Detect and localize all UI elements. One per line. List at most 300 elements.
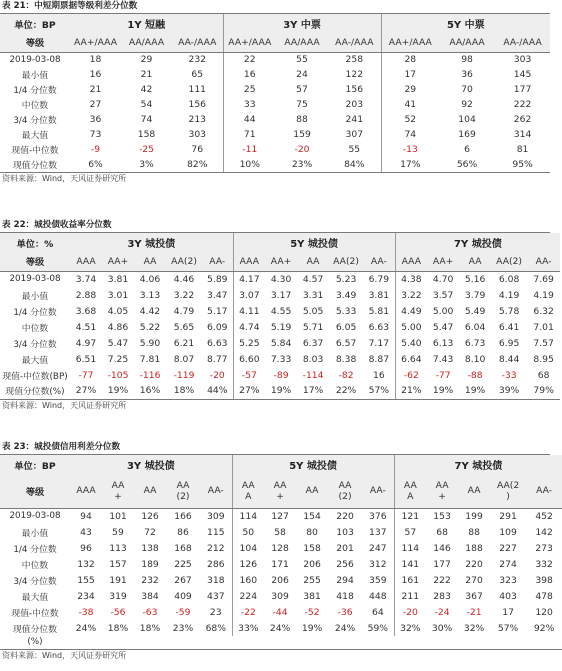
column-header-line: A xyxy=(407,490,414,502)
table-cell: 19% xyxy=(427,383,459,399)
table-cell: 309 xyxy=(271,590,289,602)
table-cell: 18% xyxy=(166,383,202,399)
table-cell: -62 xyxy=(395,367,427,383)
column-header-line: (2) xyxy=(176,490,190,502)
table-cell: 4.49 xyxy=(395,303,427,319)
table-cell: 177 xyxy=(513,84,532,95)
row-label: 1/4 分位数 xyxy=(13,307,57,318)
column-header xyxy=(362,474,394,508)
table-cell: 21 xyxy=(89,84,102,95)
table-cell: 213 xyxy=(188,114,207,125)
column-header: AA(2) xyxy=(491,252,527,271)
row-label: 2019-03-08 xyxy=(9,511,61,522)
table-cell: 57 xyxy=(296,84,308,95)
table-cell: 36 xyxy=(89,114,102,125)
table-cell: 159 xyxy=(293,129,311,140)
table-cell: 4.86 xyxy=(107,321,129,333)
table-cell: 274 xyxy=(499,558,517,570)
table-cell: 126 xyxy=(141,510,159,522)
table-cell: 5.47 xyxy=(107,337,129,349)
table-cell: 3.57 xyxy=(432,289,454,301)
table-cell: 88 xyxy=(468,526,480,538)
table-cell: -38 xyxy=(78,606,94,618)
table-cell: 141 xyxy=(394,556,426,572)
group-header: 3Y 城投债 xyxy=(127,239,176,250)
table-cell: 50 xyxy=(232,524,264,540)
table-cell: 137 xyxy=(369,526,387,538)
table-cell: 127 xyxy=(271,510,289,522)
table-cell: 206 xyxy=(303,558,321,570)
column-header xyxy=(458,474,490,508)
table-cell: 332 xyxy=(535,558,553,570)
table-cell: 286 xyxy=(207,558,225,570)
column-header-line: AA xyxy=(403,479,417,491)
table-cell: 79% xyxy=(527,383,560,399)
column-header xyxy=(102,474,134,508)
table-cell: 478 xyxy=(535,590,553,602)
table-cell: -33 xyxy=(501,369,517,381)
table-row xyxy=(0,303,560,319)
table-cell: 4.57 xyxy=(302,273,324,285)
row-label: 中位数 xyxy=(21,560,49,571)
table-cell: 384 xyxy=(141,590,159,602)
column-header-line: AA xyxy=(273,479,287,491)
table-cell: 16% xyxy=(134,383,166,399)
table-cell: 28 xyxy=(381,52,439,67)
table-cell: 5.81 xyxy=(368,305,390,317)
table-cell: 5.47 xyxy=(432,321,454,333)
table-cell: 307 xyxy=(345,129,364,140)
table-cell: 98 xyxy=(461,54,473,66)
table-cell: 44% xyxy=(202,383,233,399)
table-row xyxy=(0,556,562,572)
table-cell: 189 xyxy=(141,558,159,570)
table-cell: 155 xyxy=(77,574,95,586)
table-cell: 303 xyxy=(513,54,532,66)
table-cell: 122 xyxy=(345,69,364,80)
table-cell: 177 xyxy=(433,558,451,570)
table-cell: 5.71 xyxy=(302,321,324,333)
table-cell: 6.41 xyxy=(498,321,520,333)
table-cell: 114 xyxy=(232,508,264,524)
table-cell: 80 xyxy=(306,526,318,538)
table-cell: 6.04 xyxy=(464,321,486,333)
table-cell: 5.65 xyxy=(173,321,195,333)
table-cell: 222 xyxy=(433,574,451,586)
column-header-line: AA xyxy=(176,479,190,491)
column-header: AA+ xyxy=(102,252,134,271)
row-label: 1/4 分位数 xyxy=(13,544,57,555)
table-cell: 18 xyxy=(89,54,102,66)
table-cell: 256 xyxy=(336,558,354,570)
table-cell: 381 xyxy=(303,590,321,602)
table-cell: 4.51 xyxy=(75,321,97,333)
table-cell: 3.22 xyxy=(173,289,195,301)
table-cell: 24% xyxy=(334,622,356,634)
table-cell: -116 xyxy=(139,369,161,381)
table-cell: -36 xyxy=(337,606,353,618)
table-cell: 206 xyxy=(271,574,289,586)
table-23-source: 资料来源：Wind，天风证券研究所 xyxy=(2,650,127,660)
column-header: AA-/AAA xyxy=(328,33,381,52)
column-header-line: AA xyxy=(111,479,125,491)
table-cell: 6 xyxy=(464,144,470,155)
blank-cell xyxy=(70,636,562,649)
table-cell: 156 xyxy=(188,99,207,110)
table-cell: 68 xyxy=(436,526,448,538)
table-row xyxy=(0,67,550,82)
column-header-line: AA xyxy=(241,479,255,491)
table-cell: 4.11 xyxy=(233,303,265,319)
row-label: 现值-中位数 xyxy=(11,608,59,619)
group-header: 3Y 中票 xyxy=(223,14,381,33)
table-row xyxy=(0,508,562,524)
column-header xyxy=(232,474,264,508)
grade-label: 等级 xyxy=(0,33,70,52)
table-cell: 7.43 xyxy=(432,353,454,365)
column-header: AA-/AAA xyxy=(495,33,550,52)
table-cell: 169 xyxy=(458,129,476,140)
table-cell: 6.08 xyxy=(498,273,520,285)
table-cell: 17 xyxy=(381,67,439,82)
table-cell: 7.33 xyxy=(270,353,292,365)
table-cell: 270 xyxy=(465,574,483,586)
table-cell: 4.38 xyxy=(395,271,427,287)
column-header: AA-/AAA xyxy=(172,33,223,52)
row-label: 现值分位数(%) xyxy=(0,383,70,399)
column-header xyxy=(70,474,102,508)
table-cell: 64 xyxy=(371,606,384,618)
table-cell: -20 xyxy=(294,144,310,155)
table-row xyxy=(0,588,562,604)
table-cell: 203 xyxy=(345,99,364,110)
table-cell: 142 xyxy=(535,526,553,538)
column-header xyxy=(426,474,458,508)
table-row xyxy=(0,524,562,540)
table-cell: 24% xyxy=(75,622,97,634)
table-cell: 115 xyxy=(207,526,225,538)
table-cell: -89 xyxy=(273,369,289,381)
table-cell: 92 xyxy=(461,99,473,110)
row-label: 现值分位数 xyxy=(13,624,57,635)
table-cell: 19% xyxy=(459,383,491,399)
table-cell: 6.09 xyxy=(207,321,228,333)
table-cell: 146 xyxy=(433,542,451,554)
table-cell: -20 xyxy=(394,604,426,620)
column-header: AAA xyxy=(395,252,427,271)
table-cell: 8.77 xyxy=(207,353,228,365)
group-header: 5Y 城投债 xyxy=(232,455,394,474)
table-cell: 160 xyxy=(232,572,264,588)
table-cell: 54 xyxy=(140,99,153,110)
table-cell: 36 xyxy=(461,69,473,80)
table-cell: 29 xyxy=(381,82,439,97)
table-cell: 56% xyxy=(439,157,495,172)
table-cell: 4.70 xyxy=(432,273,454,285)
table-cell: 232 xyxy=(141,574,159,586)
column-header-line: + xyxy=(114,490,122,502)
table-cell: 18% xyxy=(139,622,161,634)
table-cell: 92% xyxy=(533,622,555,634)
row-label: 1/4 分位数 xyxy=(13,86,57,96)
table-cell: 29 xyxy=(140,54,153,66)
table-cell: 403 xyxy=(499,590,517,602)
row-label: 最小值 xyxy=(21,291,49,302)
column-header-line: AA(2 xyxy=(496,479,520,491)
table-cell: 168 xyxy=(174,542,192,554)
table-cell: 16 xyxy=(223,67,276,82)
table-cell: 4.30 xyxy=(270,273,292,285)
table-cell: 309 xyxy=(207,510,225,522)
table-cell: 57% xyxy=(363,383,395,399)
table-row xyxy=(0,572,562,588)
table-cell: 84% xyxy=(328,157,381,172)
table-cell: 3.13 xyxy=(139,289,161,301)
table-cell: 25 xyxy=(223,82,276,97)
row-label: 3/4 分位数 xyxy=(13,339,57,350)
table-cell: 23% xyxy=(172,622,194,634)
table-21-block xyxy=(0,0,550,185)
table-cell: 376 xyxy=(369,510,387,522)
table-cell: 86 xyxy=(177,526,189,538)
column-header: AAA xyxy=(70,252,102,271)
table-cell: 3.68 xyxy=(75,305,97,317)
column-header-line: AA xyxy=(467,485,481,497)
column-header xyxy=(166,474,200,508)
group-header: 5Y 城投债 xyxy=(233,233,395,252)
table-cell: 5.49 xyxy=(464,305,486,317)
table-cell: 4.19 xyxy=(533,289,554,301)
table-cell: 23 xyxy=(209,606,222,618)
table-cell: 22 xyxy=(223,52,276,67)
table-row xyxy=(0,620,562,636)
table-cell: 17% xyxy=(381,157,439,172)
row-label-extra: (%) xyxy=(0,636,70,649)
table-cell: 59% xyxy=(367,622,389,634)
table-cell: 17% xyxy=(297,383,329,399)
table-cell: 367 xyxy=(465,590,483,602)
table-cell: 6.13 xyxy=(432,337,454,349)
group-header: 7Y 城投债 xyxy=(395,233,560,252)
table-cell: -63 xyxy=(142,606,158,618)
table-cell: 114 xyxy=(394,540,426,556)
unit-label: 单位：% xyxy=(16,238,54,250)
group-header: 1Y 短融 xyxy=(127,20,166,31)
table-cell: 4.06 xyxy=(139,273,161,285)
column-header: AA+ xyxy=(427,252,459,271)
table-cell: 8.87 xyxy=(368,353,390,365)
table-cell: 3.49 xyxy=(335,289,357,301)
table-cell: 7.57 xyxy=(533,337,554,349)
column-header-line: AA xyxy=(435,479,449,491)
table-cell: 104 xyxy=(458,114,476,125)
table-cell: 111 xyxy=(188,84,207,95)
table-cell: 3.81 xyxy=(107,273,129,285)
table-cell: 5.84 xyxy=(270,337,292,349)
table-cell: 273 xyxy=(535,542,553,554)
table-cell: -88 xyxy=(467,369,483,381)
table-cell: 5.17 xyxy=(207,305,228,317)
column-header-line: AA xyxy=(305,485,319,497)
table-cell: 8.03 xyxy=(302,353,324,365)
table-cell: 5.23 xyxy=(335,273,357,285)
table-cell: 75 xyxy=(296,99,308,110)
row-label: 现值-中位数(BP) xyxy=(2,371,68,382)
table-cell: 4.55 xyxy=(270,305,292,317)
group-header: 5Y 中票 xyxy=(381,14,550,33)
table-cell: 6.05 xyxy=(335,321,357,333)
table-cell: 6.32 xyxy=(533,305,554,317)
table-cell: 8.38 xyxy=(335,353,357,365)
table-cell: 6% xyxy=(70,157,121,172)
table-cell: 7.25 xyxy=(107,353,129,365)
table-cell: -20 xyxy=(209,369,225,381)
table-cell: 3.74 xyxy=(75,273,97,285)
table-cell: 19% xyxy=(265,383,297,399)
column-header-line: AA xyxy=(143,485,157,497)
table-cell: 294 xyxy=(336,574,354,586)
table-cell: 3.17 xyxy=(270,289,292,301)
table-cell: 166 xyxy=(174,510,192,522)
table-row xyxy=(0,367,560,383)
table-cell: 6.60 xyxy=(233,351,265,367)
table-cell: 6.73 xyxy=(464,337,486,349)
row-label: 最大值 xyxy=(21,355,49,366)
table-cell: 398 xyxy=(535,574,553,586)
unit-label: 单位：BP xyxy=(14,460,56,472)
table-cell: 16 xyxy=(89,69,102,80)
table-cell: 6.57 xyxy=(335,337,357,349)
table-cell: -21 xyxy=(466,606,482,618)
table-cell: 19% xyxy=(102,383,134,399)
table-cell: 22% xyxy=(329,383,363,399)
table-cell: -77 xyxy=(435,369,451,381)
group-header: 7Y 城投债 xyxy=(394,455,562,474)
table-cell: 128 xyxy=(271,542,289,554)
table-cell: 267 xyxy=(174,574,192,586)
table-cell: 224 xyxy=(232,588,264,604)
table-row xyxy=(0,540,562,556)
table-cell: -77 xyxy=(78,369,94,381)
table-cell: 16 xyxy=(372,369,385,381)
table-cell: 21 xyxy=(140,69,153,80)
table-cell: 283 xyxy=(433,590,451,602)
table-cell: 6.79 xyxy=(368,273,390,285)
table-cell: 3% xyxy=(121,157,172,172)
table-cell: 24% xyxy=(269,622,291,634)
table-cell: 8.10 xyxy=(464,353,486,365)
table-cell: 212 xyxy=(207,542,225,554)
table-cell: 32% xyxy=(394,620,426,636)
table-cell: 262 xyxy=(513,114,532,125)
table-cell: 7.81 xyxy=(139,353,161,365)
table-cell: 43 xyxy=(80,526,92,538)
table-cell: 113 xyxy=(109,542,127,554)
table-cell: 220 xyxy=(465,558,483,570)
table-cell: 27% xyxy=(233,383,265,399)
table-22-caption: 表 22：城投债收益率分位数 xyxy=(2,220,112,230)
table-cell: 57% xyxy=(497,622,519,634)
table-cell: 7.01 xyxy=(533,321,554,333)
table-cell: 73 xyxy=(89,129,102,140)
table-cell: 88 xyxy=(296,114,308,125)
table-row xyxy=(0,97,550,112)
column-header-line: A xyxy=(245,490,252,502)
row-label: 2019-03-08 xyxy=(9,54,61,65)
table-cell: 359 xyxy=(369,574,387,586)
table-cell: 6.21 xyxy=(173,337,195,349)
table-23-block xyxy=(0,441,555,662)
table-cell: 76 xyxy=(191,144,204,155)
table-cell: 6.37 xyxy=(302,337,324,349)
table-row xyxy=(0,127,550,142)
column-header: AA xyxy=(297,252,329,271)
table-cell: 138 xyxy=(141,542,159,554)
table-row xyxy=(0,82,550,97)
table-cell: 3.79 xyxy=(464,289,486,301)
table-cell: 7.69 xyxy=(533,273,554,285)
column-header-line: AA- xyxy=(369,485,386,497)
table-cell: -22 xyxy=(232,604,264,620)
column-header: AA xyxy=(459,252,491,271)
table-cell: 191 xyxy=(109,574,127,586)
column-header: AA(2) xyxy=(329,252,363,271)
column-header: AA- xyxy=(527,252,560,271)
row-label: 最大值 xyxy=(21,592,49,603)
table-cell: 4.97 xyxy=(75,337,97,349)
row-label: 2019-03-08 xyxy=(9,274,61,285)
table-cell: -44 xyxy=(272,606,288,618)
table-cell: 52 xyxy=(381,112,439,127)
column-header-line: (2) xyxy=(338,490,352,502)
table-cell: -52 xyxy=(304,606,320,618)
table-row xyxy=(0,319,560,335)
table-cell: 318 xyxy=(207,574,225,586)
column-header: AA- xyxy=(363,252,395,271)
table-cell: 70 xyxy=(461,84,473,95)
table-row xyxy=(0,351,560,367)
table-cell: 33 xyxy=(223,97,276,112)
table-cell: 39% xyxy=(491,383,527,399)
table-row xyxy=(0,287,560,303)
table-cell: 227 xyxy=(499,542,517,554)
row-label: 最小值 xyxy=(21,528,49,539)
table-cell: 6.95 xyxy=(498,337,520,349)
column-header xyxy=(296,474,328,508)
grade-label: 等级 xyxy=(0,252,70,271)
table-cell: 211 xyxy=(394,588,426,604)
table-cell: -82 xyxy=(338,369,354,381)
grade-label: 等级 xyxy=(0,474,70,508)
table-cell: 5.33 xyxy=(335,305,357,317)
table-cell: 5.78 xyxy=(498,305,520,317)
table-cell: 19% xyxy=(301,622,323,634)
column-header xyxy=(200,474,232,508)
table-cell: 18% xyxy=(107,622,129,634)
table-cell: 8.07 xyxy=(173,353,195,365)
column-header xyxy=(526,474,562,508)
table-cell: 32% xyxy=(463,622,485,634)
table-cell: 96 xyxy=(80,542,92,554)
table-row xyxy=(0,335,560,351)
row-label: 最大值 xyxy=(21,131,49,141)
table-cell: 4.42 xyxy=(139,305,161,317)
table-cell: 145 xyxy=(513,69,532,80)
table-cell: 68% xyxy=(205,622,226,634)
table-22-block xyxy=(0,219,554,412)
table-cell: 158 xyxy=(137,129,156,140)
table-cell: 247 xyxy=(369,542,387,554)
